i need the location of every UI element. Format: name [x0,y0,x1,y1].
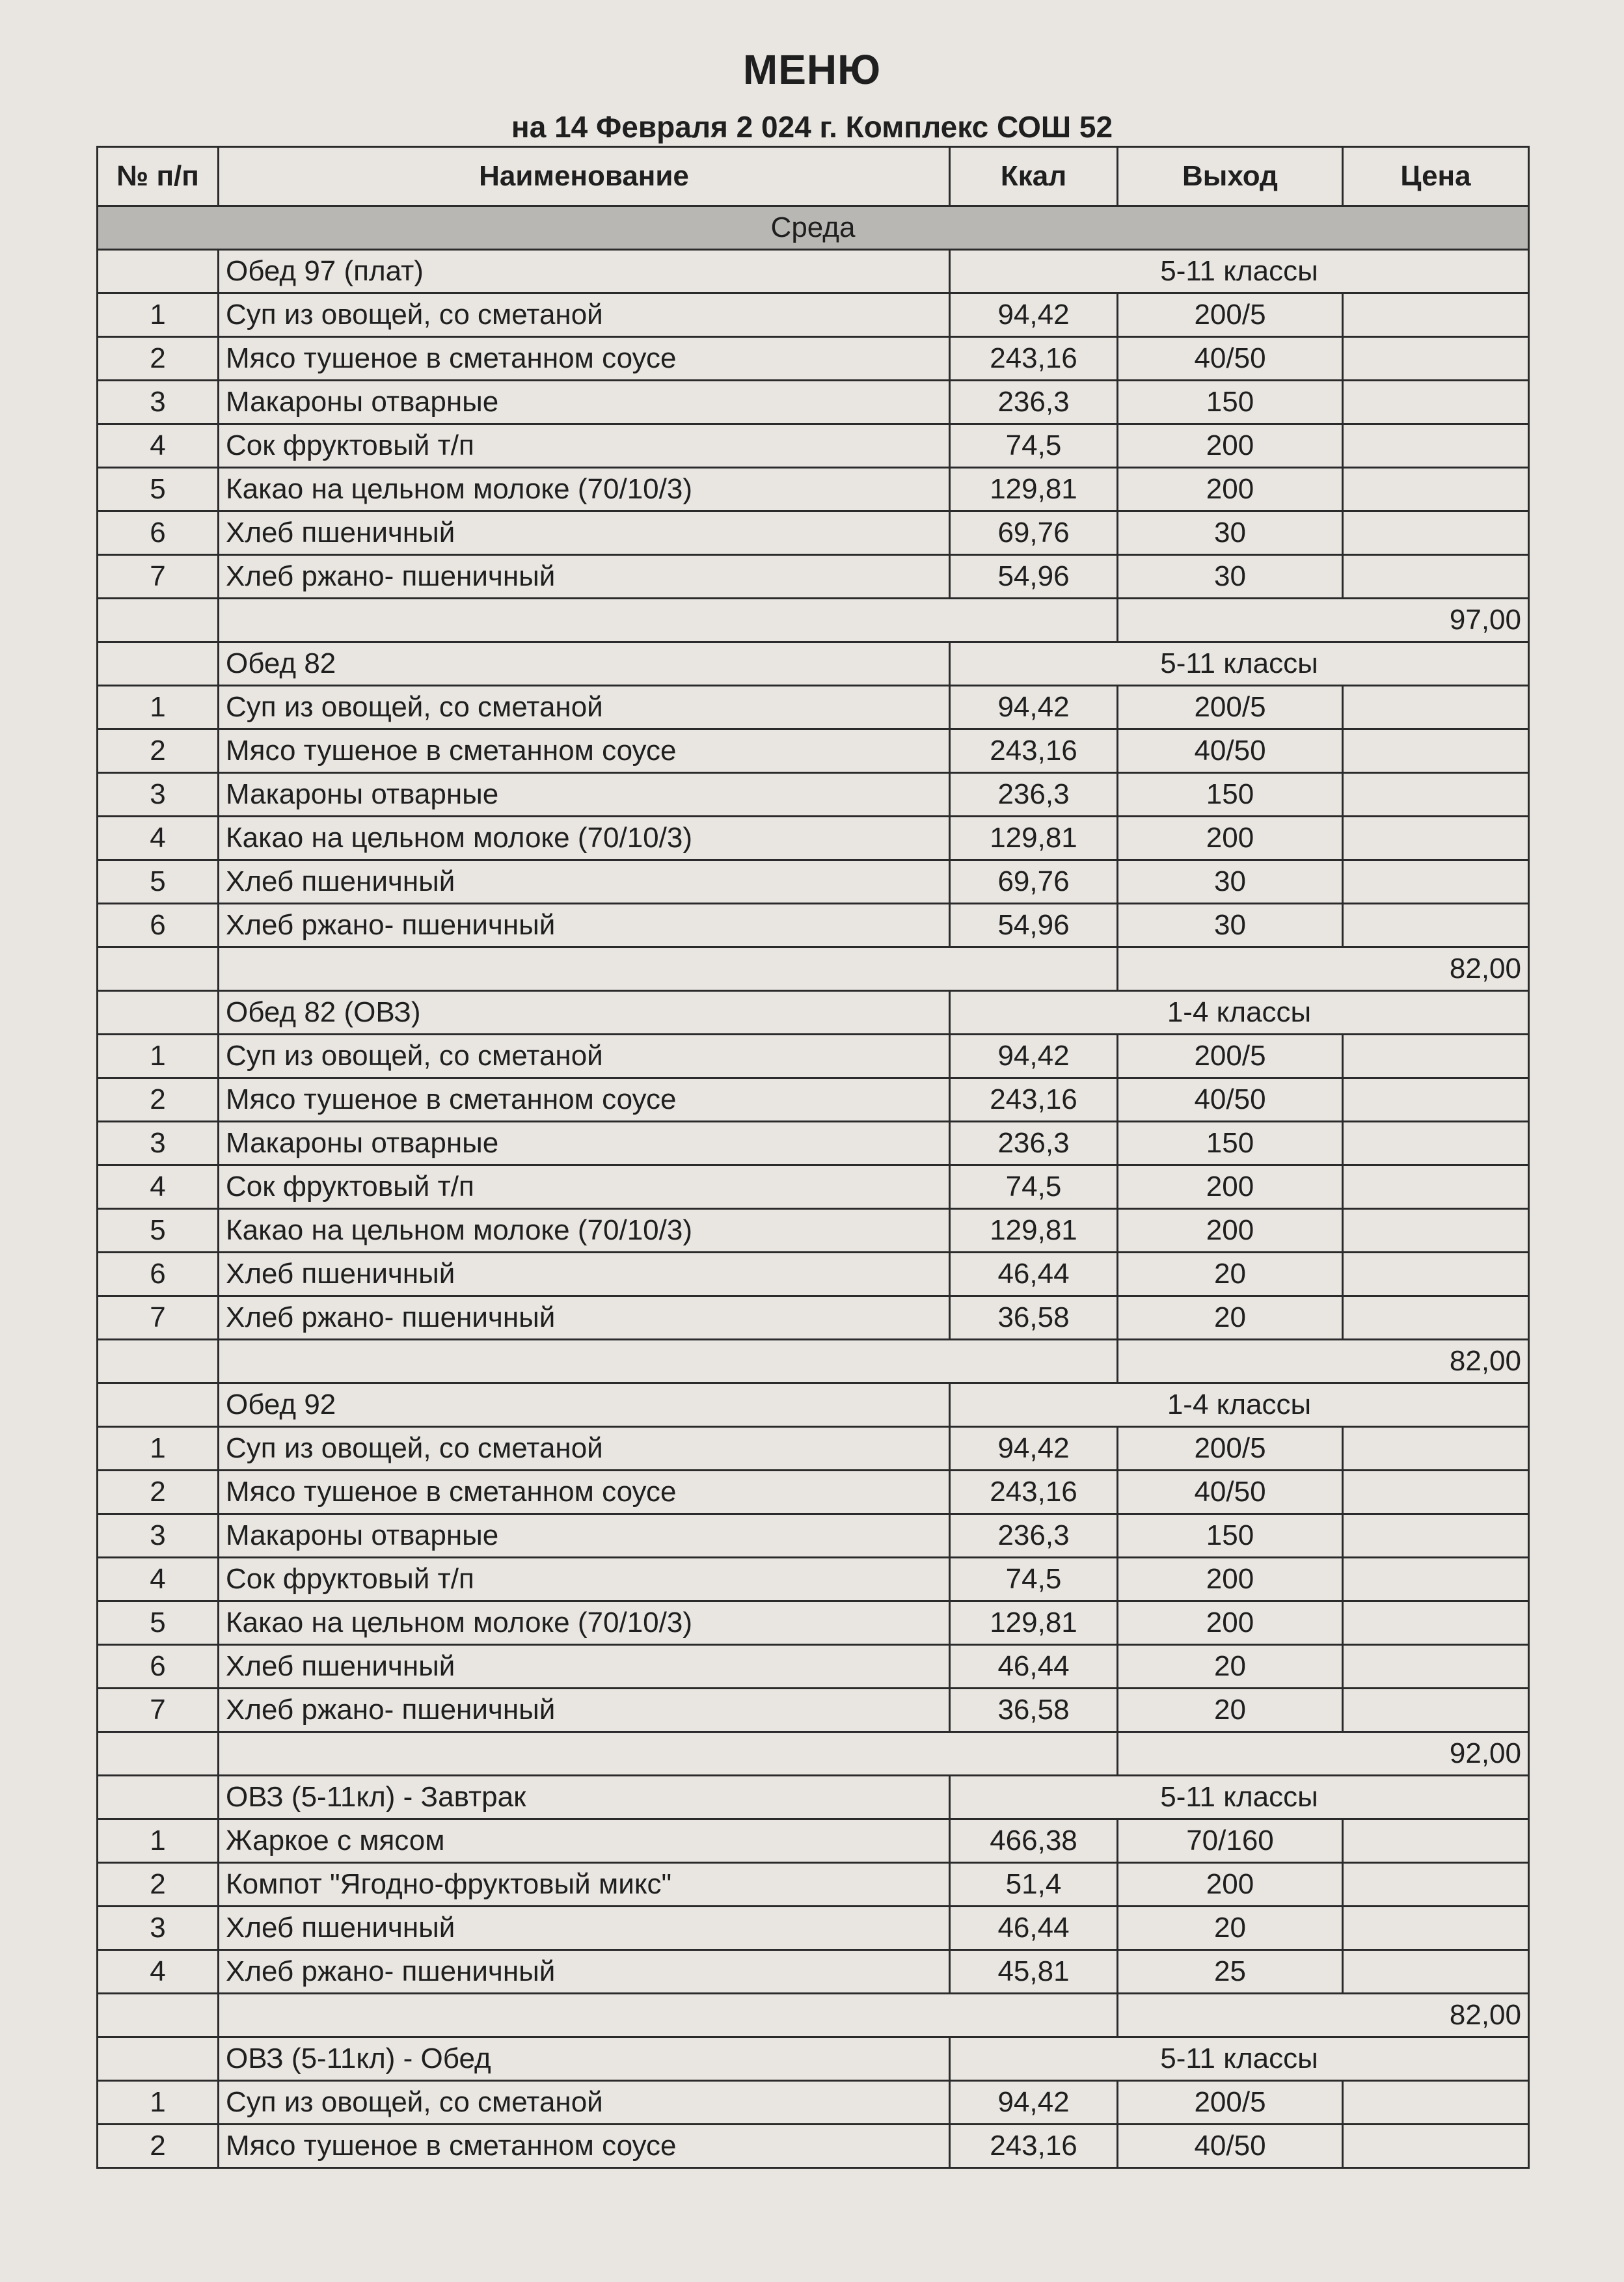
item-output: 200/5 [1118,686,1343,729]
item-name: Хлеб пшеничный [219,860,950,904]
table-row [98,1035,1529,1078]
item-kcal: 129,81 [950,1601,1118,1645]
section-header-row [98,1383,1529,1427]
item-price [1343,1907,1529,1950]
table-row [98,1863,1529,1907]
item-output: 200/5 [1118,1035,1343,1078]
table-row [98,729,1529,773]
document-subtitle: на 14 Февраля 2 024 г. Комплекс СОШ 52 [511,110,1113,144]
item-name: Мясо тушеное в сметанном соусе [219,1078,950,1122]
item-num: 2 [98,1471,219,1514]
item-name: Какао на цельном молоке (70/10/3) [219,817,950,860]
item-price [1343,729,1529,773]
item-output: 30 [1118,511,1343,555]
item-name: Макароны отварные [219,381,950,424]
item-num: 4 [98,1950,219,1994]
header-num: № п/п [98,147,219,206]
item-name: Мясо тушеное в сметанном соусе [219,337,950,381]
item-name: Мясо тушеное в сметанном соусе [219,1471,950,1514]
item-name: Хлеб пшеничный [219,1253,950,1296]
item-kcal: 94,42 [950,2081,1118,2125]
item-price [1343,1078,1529,1122]
item-output: 150 [1118,1514,1343,1558]
total-empty-cell [219,1994,1118,2037]
table-row [98,860,1529,904]
item-output: 40/50 [1118,1471,1343,1514]
item-price [1343,1950,1529,1994]
item-kcal: 236,3 [950,1514,1118,1558]
item-num: 1 [98,1035,219,1078]
item-price [1343,1645,1529,1689]
item-name: Хлеб ржано- пшеничный [219,904,950,947]
item-num: 4 [98,424,219,468]
item-output: 30 [1118,904,1343,947]
section-total-row [98,599,1529,642]
total-empty-cell [98,599,219,642]
item-name: Какао на цельном молоке (70/10/3) [219,1601,950,1645]
item-output: 20 [1118,1689,1343,1732]
total-empty-cell [98,1732,219,1776]
item-output: 200/5 [1118,1427,1343,1471]
table-row [98,817,1529,860]
item-kcal: 236,3 [950,1122,1118,1165]
item-num: 3 [98,1907,219,1950]
item-price [1343,904,1529,947]
header-kcal: Ккал [950,147,1118,206]
day-label: Среда [98,206,1529,250]
item-price [1343,1863,1529,1907]
item-name: Мясо тушеное в сметанном соусе [219,729,950,773]
item-price [1343,1689,1529,1732]
table-row [98,2081,1529,2125]
item-kcal: 69,76 [950,860,1118,904]
item-output: 200 [1118,1558,1343,1601]
item-output: 30 [1118,860,1343,904]
table-row [98,468,1529,511]
item-output: 200/5 [1118,2081,1343,2125]
table-row [98,1122,1529,1165]
item-price [1343,1296,1529,1340]
item-output: 200 [1118,817,1343,860]
item-kcal: 94,42 [950,293,1118,337]
table-row [98,773,1529,817]
item-output: 70/160 [1118,1819,1343,1863]
item-num: 5 [98,1601,219,1645]
item-name: Суп из овощей, со сметаной [219,1427,950,1471]
item-num: 1 [98,1819,219,1863]
item-name: Хлеб пшеничный [219,1907,950,1950]
item-name: Макароны отварные [219,1122,950,1165]
section-header-row [98,642,1529,686]
item-num: 7 [98,1296,219,1340]
table-row [98,1907,1529,1950]
item-price [1343,1819,1529,1863]
table-row [98,1514,1529,1558]
table-row [98,1819,1529,1863]
item-name: Макароны отварные [219,773,950,817]
table-row [98,381,1529,424]
day-row [98,206,1529,250]
item-output: 40/50 [1118,1078,1343,1122]
item-num: 2 [98,337,219,381]
item-kcal: 129,81 [950,817,1118,860]
item-output: 40/50 [1118,2125,1343,2168]
item-price [1343,2081,1529,2125]
item-kcal: 36,58 [950,1689,1118,1732]
item-name: Хлеб ржано- пшеничный [219,1950,950,1994]
item-num: 5 [98,468,219,511]
section-name: Обед 82 (ОВЗ) [219,991,950,1035]
table-row [98,555,1529,599]
table-row [98,1645,1529,1689]
section-name: Обед 92 [219,1383,950,1427]
header-price: Цена [1343,147,1529,206]
total-empty-cell [98,947,219,991]
item-output: 150 [1118,773,1343,817]
item-price [1343,860,1529,904]
item-num: 2 [98,729,219,773]
item-price [1343,1122,1529,1165]
section-total-price: 92,00 [1118,1732,1529,1776]
item-num: 3 [98,1122,219,1165]
item-output: 20 [1118,1907,1343,1950]
menu-table [96,146,1530,2169]
table-row [98,2125,1529,2168]
item-kcal: 243,16 [950,1471,1118,1514]
item-kcal: 129,81 [950,468,1118,511]
item-name: Макароны отварные [219,1514,950,1558]
item-kcal: 129,81 [950,1209,1118,1253]
item-kcal: 94,42 [950,1035,1118,1078]
section-total-price: 82,00 [1118,1340,1529,1383]
section-num-cell [98,1383,219,1427]
item-price [1343,337,1529,381]
item-kcal: 243,16 [950,337,1118,381]
item-output: 200 [1118,1601,1343,1645]
item-name: Сок фруктовый т/п [219,424,950,468]
item-price [1343,2125,1529,2168]
table-row [98,511,1529,555]
item-num: 1 [98,686,219,729]
item-price [1343,511,1529,555]
item-kcal: 74,5 [950,424,1118,468]
item-price [1343,1253,1529,1296]
header-name: Наименование [219,147,950,206]
item-output: 40/50 [1118,337,1343,381]
item-num: 2 [98,2125,219,2168]
item-kcal: 74,5 [950,1165,1118,1209]
item-price [1343,1427,1529,1471]
item-output: 20 [1118,1645,1343,1689]
total-empty-cell [219,1340,1118,1383]
item-name: Хлеб ржано- пшеничный [219,1296,950,1340]
section-total-price: 82,00 [1118,1994,1529,2037]
item-num: 5 [98,1209,219,1253]
item-price [1343,817,1529,860]
item-output: 150 [1118,381,1343,424]
item-kcal: 36,58 [950,1296,1118,1340]
item-name: Хлеб ржано- пшеничный [219,1689,950,1732]
item-num: 3 [98,773,219,817]
item-num: 2 [98,1078,219,1122]
total-empty-cell [98,1994,219,2037]
section-classes: 5-11 классы [950,2037,1529,2081]
item-kcal: 46,44 [950,1907,1118,1950]
item-kcal: 236,3 [950,773,1118,817]
table-row [98,904,1529,947]
header-row [98,147,1529,206]
item-name: Компот "Ягодно-фруктовый микс" [219,1863,950,1907]
section-name: ОВЗ (5-11кл) - Обед [219,2037,950,2081]
item-price [1343,555,1529,599]
item-output: 30 [1118,555,1343,599]
item-name: Хлеб ржано- пшеничный [219,555,950,599]
item-num: 3 [98,381,219,424]
total-empty-cell [219,599,1118,642]
table-row [98,1296,1529,1340]
header-output: Выход [1118,147,1343,206]
section-classes: 5-11 классы [950,250,1529,293]
item-name: Мясо тушеное в сметанном соусе [219,2125,950,2168]
item-num: 2 [98,1863,219,1907]
menu-body [98,206,1529,2168]
item-name: Какао на цельном молоке (70/10/3) [219,1209,950,1253]
item-output: 200 [1118,424,1343,468]
item-kcal: 46,44 [950,1253,1118,1296]
section-num-cell [98,991,219,1035]
item-output: 200 [1118,1209,1343,1253]
document-title: МЕНЮ [742,46,882,93]
item-num: 5 [98,860,219,904]
table-row [98,337,1529,381]
section-num-cell [98,642,219,686]
table-row [98,1078,1529,1122]
item-price [1343,1471,1529,1514]
table-row [98,1427,1529,1471]
section-classes: 1-4 классы [950,991,1529,1035]
total-empty-cell [98,1340,219,1383]
table-row [98,1253,1529,1296]
item-kcal: 45,81 [950,1950,1118,1994]
section-total-row [98,1994,1529,2037]
item-output: 200 [1118,1165,1343,1209]
item-name: Хлеб пшеничный [219,1645,950,1689]
item-price [1343,468,1529,511]
item-kcal: 243,16 [950,2125,1118,2168]
table-row [98,424,1529,468]
table-row [98,686,1529,729]
section-header-row [98,1776,1529,1819]
item-output: 200 [1118,1863,1343,1907]
item-price [1343,381,1529,424]
table-row [98,1950,1529,1994]
item-kcal: 46,44 [950,1645,1118,1689]
table-row [98,1165,1529,1209]
item-output: 20 [1118,1253,1343,1296]
item-kcal: 54,96 [950,555,1118,599]
item-name: Суп из овощей, со сметаной [219,1035,950,1078]
item-kcal: 243,16 [950,1078,1118,1122]
section-num-cell [98,1776,219,1819]
item-price [1343,1558,1529,1601]
total-empty-cell [219,947,1118,991]
item-kcal: 94,42 [950,1427,1118,1471]
item-num: 6 [98,511,219,555]
item-kcal: 94,42 [950,686,1118,729]
section-total-price: 97,00 [1118,599,1529,642]
item-name: Жаркое с мясом [219,1819,950,1863]
section-name: Обед 97 (плат) [219,250,950,293]
item-output: 40/50 [1118,729,1343,773]
item-num: 6 [98,904,219,947]
item-output: 200 [1118,468,1343,511]
item-price [1343,686,1529,729]
item-output: 200/5 [1118,293,1343,337]
section-header-row [98,991,1529,1035]
item-num: 1 [98,1427,219,1471]
item-num: 3 [98,1514,219,1558]
section-header-row [98,2037,1529,2081]
item-num: 6 [98,1253,219,1296]
item-output: 150 [1118,1122,1343,1165]
item-kcal: 51,4 [950,1863,1118,1907]
section-classes: 5-11 классы [950,1776,1529,1819]
section-total-price: 82,00 [1118,947,1529,991]
section-header-row [98,250,1529,293]
item-output: 25 [1118,1950,1343,1994]
section-num-cell [98,2037,219,2081]
item-name: Какао на цельном молоке (70/10/3) [219,468,950,511]
item-price [1343,1514,1529,1558]
item-num: 4 [98,817,219,860]
section-total-row [98,1340,1529,1383]
item-name: Суп из овощей, со сметаной [219,2081,950,2125]
item-name: Суп из овощей, со сметаной [219,686,950,729]
table-row [98,1209,1529,1253]
total-empty-cell [219,1732,1118,1776]
item-output: 20 [1118,1296,1343,1340]
item-kcal: 69,76 [950,511,1118,555]
item-kcal: 243,16 [950,729,1118,773]
item-num: 1 [98,2081,219,2125]
section-name: ОВЗ (5-11кл) - Завтрак [219,1776,950,1819]
item-name: Хлеб пшеничный [219,511,950,555]
table-row [98,1558,1529,1601]
section-total-row [98,1732,1529,1776]
item-kcal: 74,5 [950,1558,1118,1601]
section-classes: 1-4 классы [950,1383,1529,1427]
table-row [98,293,1529,337]
item-kcal: 466,38 [950,1819,1118,1863]
item-price [1343,773,1529,817]
section-name: Обед 82 [219,642,950,686]
item-num: 6 [98,1645,219,1689]
item-price [1343,424,1529,468]
item-num: 1 [98,293,219,337]
table-row [98,1689,1529,1732]
item-price [1343,293,1529,337]
item-num: 4 [98,1165,219,1209]
item-num: 7 [98,1689,219,1732]
item-name: Сок фруктовый т/п [219,1165,950,1209]
item-num: 4 [98,1558,219,1601]
table-row [98,1601,1529,1645]
item-price [1343,1035,1529,1078]
item-name: Суп из овощей, со сметаной [219,293,950,337]
section-total-row [98,947,1529,991]
item-num: 7 [98,555,219,599]
item-price [1343,1209,1529,1253]
section-num-cell [98,250,219,293]
table-row [98,1471,1529,1514]
item-price [1343,1601,1529,1645]
item-price [1343,1165,1529,1209]
item-kcal: 54,96 [950,904,1118,947]
item-name: Сок фруктовый т/п [219,1558,950,1601]
section-classes: 5-11 классы [950,642,1529,686]
item-kcal: 236,3 [950,381,1118,424]
